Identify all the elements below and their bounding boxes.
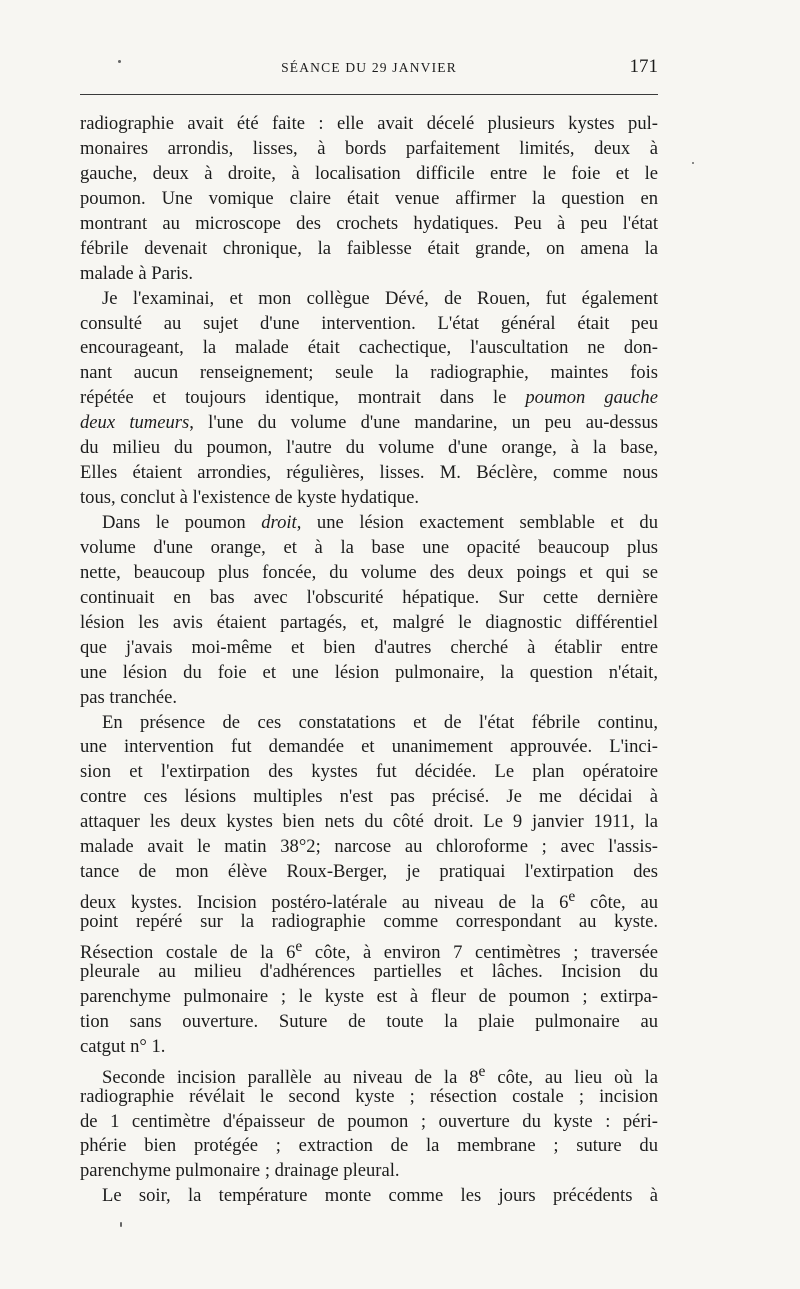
text-line: En présence de ces constatations et de l'état fébrile continu, [102,711,658,733]
line-fragment: deux kystes. Incision postéro-latérale au niveau de la 6 [80,892,569,914]
line-fragment: Dans le poumon [102,512,246,533]
line-fragment: répétée et toujours identique, montrait dans le [80,387,507,409]
running-title: SÉANCE DU 29 JANVIER [281,60,457,75]
text-line: contre ces lésions multiples n'est pas précisé. Je me décidai à [80,786,658,808]
text-line: radiographie révélait le second kyste ; résection costale ; incision [80,1085,658,1107]
text-line: pas tranchée. [80,686,178,708]
superscript: e [295,937,303,955]
text-line: gauche, deux à droite, à localisation difficile entre le foie et le [80,162,658,184]
header-rule [80,94,658,95]
line-fragment: côte, à environ 7 centimètres ; traversée [302,942,658,964]
text-line [80,511,658,536]
text-line: consulté au sujet d'une intervention. L'état général était peu [80,312,658,334]
text-line: Je l'examinai, et mon collègue Dévé, de Rouen, fut également [102,287,658,309]
line-fragment: Résection costale de la 6 [80,942,296,964]
paper-speck [692,162,694,164]
line-fragment: côte, au lieu où la [485,1066,658,1088]
superscript: e [568,888,576,906]
text-line [80,411,658,436]
text-line: monaires arrondis, lisses, à bords parfaitement limités, deux à [80,137,658,159]
text-line: montrant au microscope des crochets hydatiques. Peu à peu l'état [80,212,658,234]
text-line: tance de mon élève Roux-Berger, je pratiquai l'extirpation des [80,861,658,883]
italic-term: poumon gauche [525,387,658,409]
text-line: radiographie avait été faite : elle avait décelé plusieurs kystes pul- [80,113,658,134]
line-fragment: Seconde incision parallèle au niveau de la 8 [102,1066,479,1088]
italic-term: droit [261,512,297,533]
superscript: e [478,1062,486,1080]
text-line: continuait en bas avec l'obscurité hépatique. Sur cette dernière [80,586,658,608]
text-line: malade avait le matin 38°2; narcose au chloroforme ; avec l'assis- [80,836,658,858]
text-line: pleurale au milieu d'adhérences partielles et lâches. Incision du [80,960,658,982]
line-fragment: côte, au [575,892,658,914]
text-line: une intervention fut demandée et unanimement approuvée. L'inci- [80,736,658,758]
text-line: tion sans ouverture. Suture de toute la plaie pulmonaire au [80,1010,658,1032]
text-line: malade à Paris. [80,262,194,284]
page-number: 171 [629,56,658,77]
line-fragment: , une lésion exactement semblable et du [296,512,658,533]
text-line: nette, beaucoup plus foncée, du volume des deux poings et qui se [80,561,658,583]
text-line: nant aucun renseignement; seule la radiographie, maintes fois [80,362,658,384]
text-line [80,935,658,964]
running-head [80,52,658,82]
italic-term: deux tumeurs [80,412,190,434]
text-line: fébrile devenait chronique, la faiblesse était grande, on amena la [80,237,658,259]
text-line: sion et l'extirpation des kystes fut décidée. Le plan opératoire [80,761,658,783]
line-fragment: , l'une du volume d'une mandarine, un peu au-dessus [189,412,658,434]
text-line: point repéré sur la radiographie comme correspondant au kyste. [80,911,658,932]
text-line: attaquer les deux kystes bien nets du côté droit. Le 9 janvier 1911, la [80,811,658,833]
text-line [80,1060,658,1088]
text-line: Elles étaient arrondies, régulières, lisses. M. Béclère, comme nous [80,462,658,484]
text-line: que j'avais moi-même et bien d'autres cherché à établir entre [80,636,658,658]
body-text [80,112,658,1209]
text-line: catgut n° 1. [80,1035,166,1057]
paper-speck [118,60,121,63]
text-line: parenchyme pulmonaire ; drainage pleural. [80,1160,400,1182]
text-line: encourageant, la malade était cachectique, l'auscultation ne don- [80,337,658,359]
text-line: une lésion du foie et une lésion pulmonaire, la question n'était, [80,661,658,683]
text-line: parenchyme pulmonaire ; le kyste est à fleur de poumon ; extirpa- [80,985,658,1007]
text-line: volume d'une orange, et à la base une opacité beaucoup plus [80,536,658,558]
text-line: de 1 centimètre d'épaisseur de poumon ; ouverture du kyste : péri- [80,1110,658,1132]
text-line: du milieu du poumon, l'autre du volume d'une orange, à la base, [80,437,658,459]
text-line: poumon. Une vomique claire était venue affirmer la question en [80,187,658,209]
text-line [80,885,658,914]
paper-speck [120,1222,122,1227]
text-line [80,386,658,411]
text-line: phérie bien protégée ; extraction de la membrane ; suture du [80,1135,658,1157]
text-line: tous, conclut à l'existence de kyste hydatique. [80,487,419,509]
text-line: lésion les avis étaient partagés, et, malgré le diagnostic différentiel [80,611,658,633]
text-line: Le soir, la température monte comme les jours précédents à [102,1185,658,1207]
